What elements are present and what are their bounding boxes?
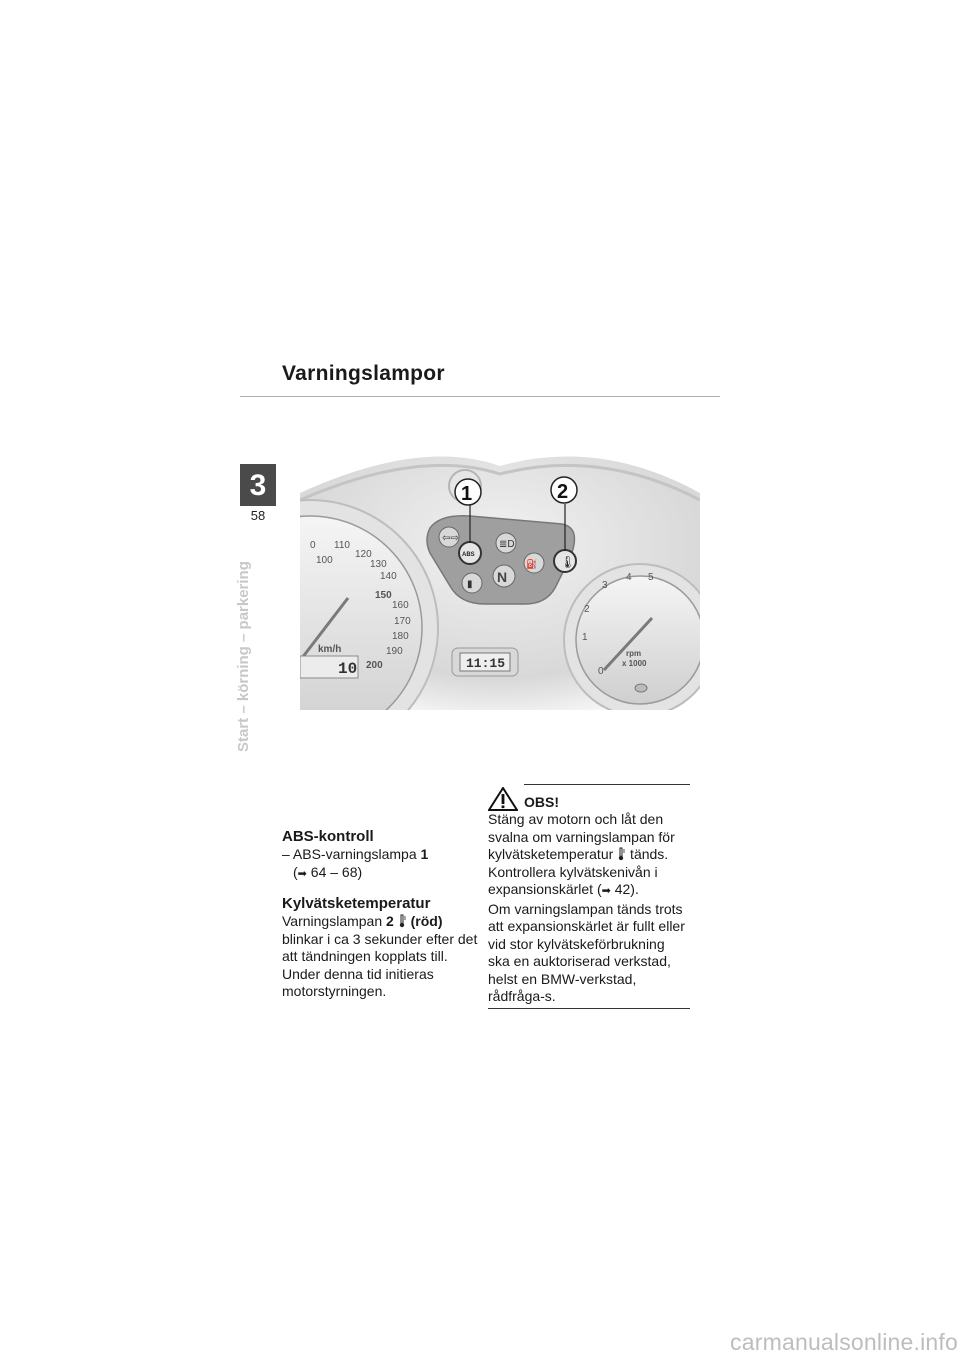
- note-text-1: Stäng av motorn och låt den svalna om varningslampan för kylvätsketemperatur: [488, 811, 675, 862]
- chapter-number: 3: [240, 464, 276, 506]
- speedo-label: 110: [334, 540, 350, 551]
- svg-text:≣D: ≣D: [499, 539, 515, 550]
- coolant-text-a: Varningslampan: [282, 913, 387, 929]
- watermark-site: carmanualsonline.info: [730, 1329, 958, 1355]
- tacho-label: 5: [648, 572, 654, 583]
- tacho-label: 4: [626, 572, 632, 583]
- coolant-paragraph-2: Under denna tid initieras motorstyrningen.: [282, 965, 434, 999]
- note-paragraph-2: [488, 864, 690, 901]
- coolant-paragraph-1: [282, 913, 478, 966]
- speedo-label: 150: [375, 590, 392, 601]
- clock-display: 11:15: [466, 656, 506, 671]
- speedo-label: 170: [394, 616, 411, 627]
- coolant-text-b: blinkar i ca 3 sekunder efter det att tändningen kopplats till.: [282, 930, 478, 964]
- svg-text:⇦⇨: ⇦⇨: [442, 533, 459, 544]
- instrument-cluster-illustration: [300, 448, 700, 710]
- tacho-label: 2: [584, 604, 590, 615]
- coolant-callout-ref: 2: [386, 913, 394, 929]
- tacho-scale: x 1000: [622, 659, 647, 668]
- tacho-unit: rpm: [626, 649, 642, 658]
- note-label: OBS!: [524, 793, 559, 810]
- callout-2: 2: [557, 481, 569, 503]
- abs-item: [282, 846, 478, 864]
- abs-heading: ABS-kontroll: [282, 828, 374, 845]
- speedo-label: 180: [392, 631, 409, 642]
- note-bottom-rule: [488, 1008, 690, 1009]
- speedo-label: 160: [392, 600, 409, 611]
- page-number: 58: [250, 508, 266, 523]
- tacho-label: 0: [598, 666, 604, 677]
- note-text-1-end: tänds.: [626, 846, 669, 862]
- note-paragraph-3: Om varningslampan tänds trots att expansionskärlet är fullt eller vid stor kylvätskeförbrukning ska en auktoriserad verkstad, helst en BMW-verkstad, rådfråga-s.: [488, 900, 685, 1004]
- speedo-label: 100: [316, 555, 333, 566]
- abs-warning-light-label: ABS: [462, 552, 475, 558]
- speedo-label: 200: [366, 660, 383, 671]
- tacho-label: 3: [602, 580, 608, 591]
- tacho-label: 1: [582, 632, 588, 643]
- svg-text:▮: ▮: [467, 579, 473, 590]
- neutral-indicator: N: [497, 569, 508, 585]
- page-ref-arrow-icon: ➡: [297, 867, 307, 880]
- coolant-temperature-icon: [398, 914, 407, 928]
- speedo-label: 130: [370, 559, 387, 570]
- svg-text:🌡: 🌡: [560, 555, 576, 569]
- speedo-label: 140: [380, 571, 397, 582]
- speedo-label: 120: [355, 549, 372, 560]
- page-ref-arrow-icon: ➡: [601, 885, 611, 897]
- coolant-temperature-icon: [617, 847, 626, 861]
- abs-page-reference: [282, 864, 478, 884]
- note-paragraph-1: [488, 811, 690, 864]
- svg-text:⛽: ⛽: [526, 559, 538, 569]
- speed-unit: km/h: [318, 644, 342, 655]
- odometer-display: 10: [338, 660, 358, 678]
- callout-1: 1: [461, 483, 473, 505]
- abs-callout-ref: 1: [420, 846, 429, 862]
- note-header: [488, 787, 690, 811]
- abs-ref-pages: 64 – 68): [306, 863, 363, 880]
- note-text-2a: Kontrollera kylvätskenivån i expansionskärlet (: [488, 863, 658, 897]
- note-top-rule: [524, 784, 690, 785]
- left-column: [282, 828, 478, 1001]
- abs-ref-open: (: [293, 863, 298, 880]
- chapter-side-label: Start – körning – parkering: [235, 561, 252, 752]
- note-box: [488, 784, 690, 1009]
- abs-item-text: – ABS-varningslampa: [282, 846, 421, 862]
- coolant-red-note: (röd): [410, 913, 443, 929]
- page-title: Varningslampor: [282, 362, 445, 385]
- note-text-2b: 42).: [610, 881, 639, 897]
- title-divider: [240, 396, 720, 397]
- caution-triangle-icon: [488, 787, 518, 811]
- coolant-heading: Kylvätsketemperatur: [282, 895, 431, 912]
- speedo-label: 190: [386, 646, 403, 657]
- speedo-label: 0: [310, 540, 316, 551]
